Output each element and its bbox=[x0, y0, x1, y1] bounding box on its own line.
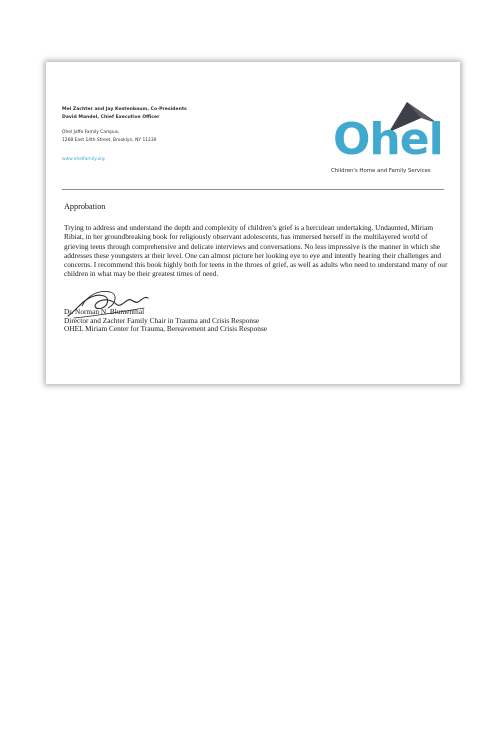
ceo-line: David Mandel, Chief Executive Officer bbox=[62, 115, 160, 120]
logo-wordmark: Ohel bbox=[333, 114, 443, 165]
letter-heading: Approbation bbox=[64, 202, 106, 211]
address-line-1: Ohel Jaffe Family Campus, bbox=[62, 130, 120, 135]
address-line-2: 1268 East 14th Street, Brooklyn, NY 11230 bbox=[62, 138, 157, 143]
presidents-line: Mel Zachter and Jay Kestenbaum, Co-Presidents bbox=[62, 107, 187, 112]
logo-tagline: Children's Home and Family Services bbox=[331, 168, 431, 174]
signer-title: Director and Zachter Family Chair in Trauma and Crisis Response bbox=[64, 315, 260, 325]
letterhead-contact-block bbox=[62, 106, 187, 162]
signer-name: Dr. Norman N. Blumenthal bbox=[64, 307, 145, 316]
signer-organization: OHEL Miriam Center for Trauma, Bereavement and Crisis Response bbox=[64, 324, 268, 334]
ohel-logo bbox=[329, 98, 449, 178]
handwritten-signature bbox=[64, 286, 154, 322]
header-divider bbox=[62, 189, 444, 190]
letter-document bbox=[46, 62, 460, 384]
website-link[interactable]: www.ohelfamily.org bbox=[62, 157, 105, 162]
signature-block bbox=[64, 308, 364, 334]
letter-paragraph: Trying to address and understand the depth and complexity of children’s grief is a herculean undertaking. Undaunted, Miriam Ribiat, in her groundbreaking book for religiously observant adolescents, has immersed herself in the multilayered world of grieving teens through comprehensive and delicate interviews and conversations. No less impressive is the manner in which she addresses these youngsters at their level. One can almost picture her looking eye to eye and intently hearing their challenges and concerns. I recommend this book highly both for teens in the throes of grief, as well as adults who need to understand many of our children in what may be their greatest times of need. bbox=[64, 223, 448, 279]
letter-body bbox=[64, 202, 449, 279]
